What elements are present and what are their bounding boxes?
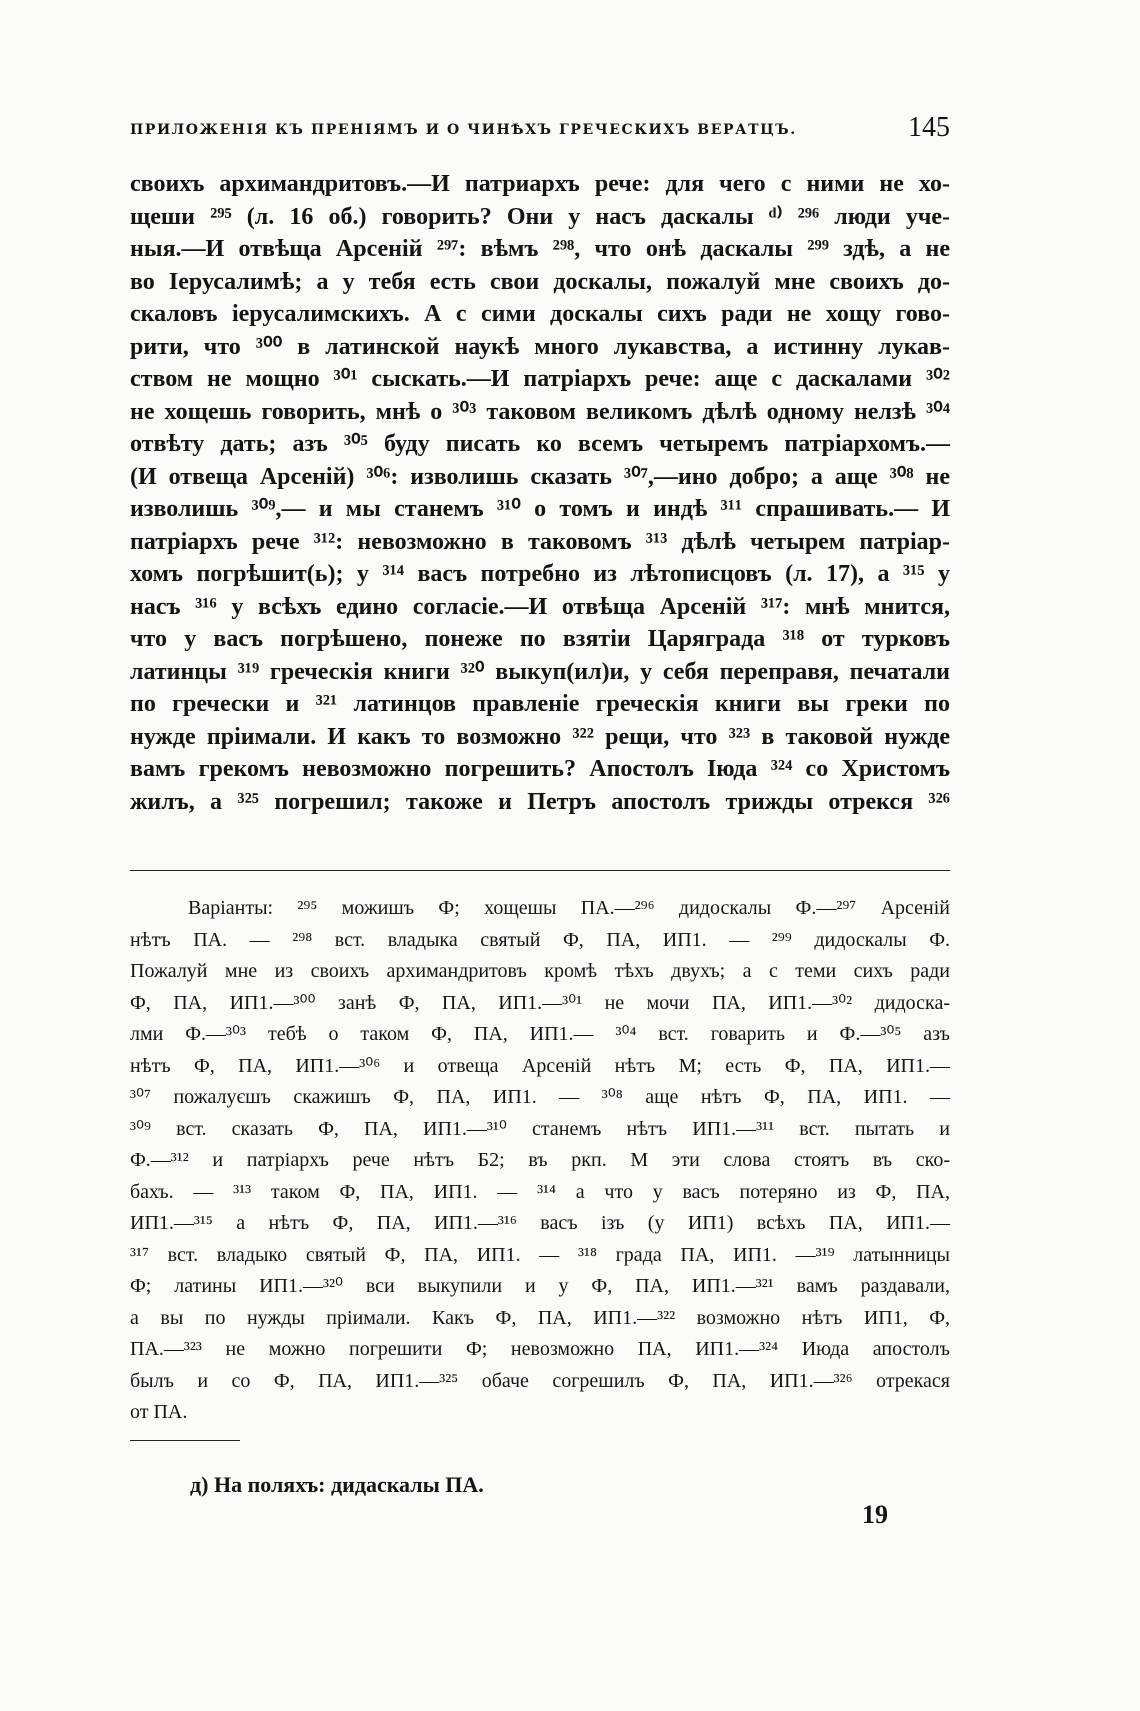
section-divider — [130, 870, 950, 871]
text-line: рити, что ³⁰⁰ в латинской наукѣ много лукавства, а истинну лукав- — [130, 333, 950, 360]
text-line: во Іерусалимѣ; а у тебя есть свои доскалы, пожалуй мне своихъ до- — [130, 268, 950, 295]
text-line: своихъ архимандритовъ.—И патриархъ рече: для чего с ними не хо- — [130, 171, 950, 197]
text-line: щеши ²⁹⁵ (л. 16 об.) говорить? Они у насъ даскалы ᵈ⁾ ²⁹⁶ люди уче- — [130, 203, 950, 230]
page-number: 145 — [908, 112, 950, 143]
variant-line: а вы по нужды пріимали. Какъ Ф, ПА, ИП1.—³²² возможно нѣтъ ИП1, Ф, — [130, 1306, 950, 1329]
variant-line: лми Ф.—³⁰³ тебѣ о таком Ф, ПА, ИП1.— ³⁰⁴ вст. говарить и Ф.—³⁰⁵ азъ — [130, 1023, 950, 1045]
variant-line: ИП1.—³¹⁵ а нѣтъ Ф, ПА, ИП1.—³¹⁶ васъ ізъ (у ИП1) всѣхъ ПА, ИП1.— — [130, 1212, 950, 1234]
text-line: латинцы ³¹⁹ греческія книги ³²⁰ выкуп(ил)и, у себя переправя, печатали — [130, 658, 950, 685]
text-line: по гречески и ³²¹ латинцов правленіе греческія книги вы греки по — [130, 691, 950, 717]
variant-line: от ПА. — [130, 1401, 188, 1423]
variant-line: ³¹⁷ вст. владыко святый Ф, ПА, ИП1. — ³¹⁸ града ПА, ИП1. —³¹⁹ латынницы — [130, 1243, 950, 1266]
variant-line: Ф.—³¹² и патріархъ рече нѣтъ Б2; въ ркп. М эти слова стоятъ въ ско- — [130, 1149, 950, 1171]
text-line: нужде пріимали. И какъ то возможно ³²² рещи, что ³²³ в таковой нужде — [130, 723, 950, 750]
variant-line: Ф, ПА, ИП1.—³⁰⁰ занѣ Ф, ПА, ИП1.—³⁰¹ не мочи ПА, ИП1.—³⁰² дидоска- — [130, 991, 950, 1014]
main-text — [130, 168, 950, 818]
page-header — [130, 112, 950, 152]
footnote: д) На поляхъ: дидаскалы ПА. — [190, 1472, 484, 1497]
text-line: (И отвеща Арсеній) ³⁰⁶: изволишь сказать ³⁰⁷,—ино добро; а аще ³⁰⁸ не — [130, 463, 950, 490]
text-line: насъ ³¹⁶ у всѣхъ едино согласіе.—И отвѣща Арсеній ³¹⁷: мнѣ мнится, — [130, 593, 950, 620]
variant-line: бахъ. — ³¹³ таком Ф, ПА, ИП1. — ³¹⁴ а что у васъ потеряно из Ф, ПА, — [130, 1180, 950, 1203]
variant-line: былъ и со Ф, ПА, ИП1.—³²⁵ обаче согрешилъ Ф, ПА, ИП1.—³²⁶ отрекася — [130, 1369, 950, 1392]
text-line: не хощешь говорить, мнѣ о ³⁰³ таковом великомъ дѣлѣ одному нелзѣ ³⁰⁴ — [130, 398, 950, 425]
text-line: что у васъ погрѣшено, понеже по взятіи Царяграда ³¹⁸ от турковъ — [130, 626, 950, 652]
text-line: отвѣту дать; азъ ³⁰⁵ буду писать ко всемъ четыремъ патріархомъ.— — [130, 431, 950, 457]
text-line: ныя.—И отвѣща Арсеній ²⁹⁷: вѣмъ ²⁹⁸, что онѣ даскалы ²⁹⁹ здѣ, а не — [130, 236, 950, 262]
text-line: ством не мощно ³⁰¹ сыскать.—И патріархъ рече: аще с даскалами ³⁰² — [130, 366, 950, 392]
variants-apparatus — [130, 893, 950, 1429]
text-line: скаловъ іерусалимскихъ. А с сими доскалы сихъ ради не хощу гово- — [130, 301, 950, 327]
text-line: жилъ, а ³²⁵ погрешил; такоже и Петръ апостолъ трижды отрекся ³²⁶ — [130, 788, 950, 815]
variant-line: нѣтъ Ф, ПА, ИП1.—³⁰⁶ и отвеща Арсеній нѣтъ М; есть Ф, ПА, ИП1.— — [130, 1054, 950, 1077]
variant-line: ³⁰⁷ пожалуєшъ скажишъ Ф, ПА, ИП1. — ³⁰⁸ аще нѣтъ Ф, ПА, ИП1. — — [130, 1086, 950, 1108]
signature-mark: 19 — [862, 1500, 888, 1529]
variant-line: нѣтъ ПА. — ²⁹⁸ вст. владыка святый Ф, ПА, ИП1. — ²⁹⁹ дидоскалы Ф. — [130, 928, 950, 951]
text-line: вамъ грекомъ невозможно погрешить? Апостолъ Іюда ³²⁴ со Христомъ — [130, 756, 950, 782]
variant-line: ПА.—³²³ не можно погрешити Ф; невозможно ПА, ИП1.—³²⁴ Июда апостолъ — [130, 1338, 950, 1360]
variant-line: Пожалуй мне из своихъ архимандритовъ кромѣ тѣхъ двухъ; а с теми сихъ ради — [130, 960, 950, 982]
text-line: хомъ погрѣшит(ь); у ³¹⁴ васъ потребно из лѣтописцовъ (л. 17), а ³¹⁵ у — [130, 561, 950, 587]
footnote-divider — [130, 1440, 240, 1441]
running-head: ПРИЛОЖЕНІЯ КЪ ПРЕНІЯМЪ И О ЧИНѢХЪ ГРЕЧЕСКИХЪ ВЕРАТЦЪ. — [130, 122, 797, 138]
text-line: патріархъ рече ³¹²: невозможно в таковомъ ³¹³ дѣлѣ четырем патріар- — [130, 528, 950, 555]
variant-line: Варіанты: ²⁹⁵ можишъ Ф; хощешы ПА.—²⁹⁶ дидоскалы Ф.—²⁹⁷ Арсеній — [188, 897, 950, 919]
variant-line: ³⁰⁹ вст. сказать Ф, ПА, ИП1.—³¹⁰ станемъ нѣтъ ИП1.—³¹¹ вст. пытать и — [130, 1117, 950, 1140]
variant-line: Ф; латины ИП1.—³²⁰ вси выкупили и у Ф, ПА, ИП1.—³²¹ вамъ раздавали, — [130, 1275, 950, 1297]
text-line: изволишь ³⁰⁹,— и мы станемъ ³¹⁰ о томъ и индѣ ³¹¹ спрашивать.— И — [130, 496, 950, 522]
